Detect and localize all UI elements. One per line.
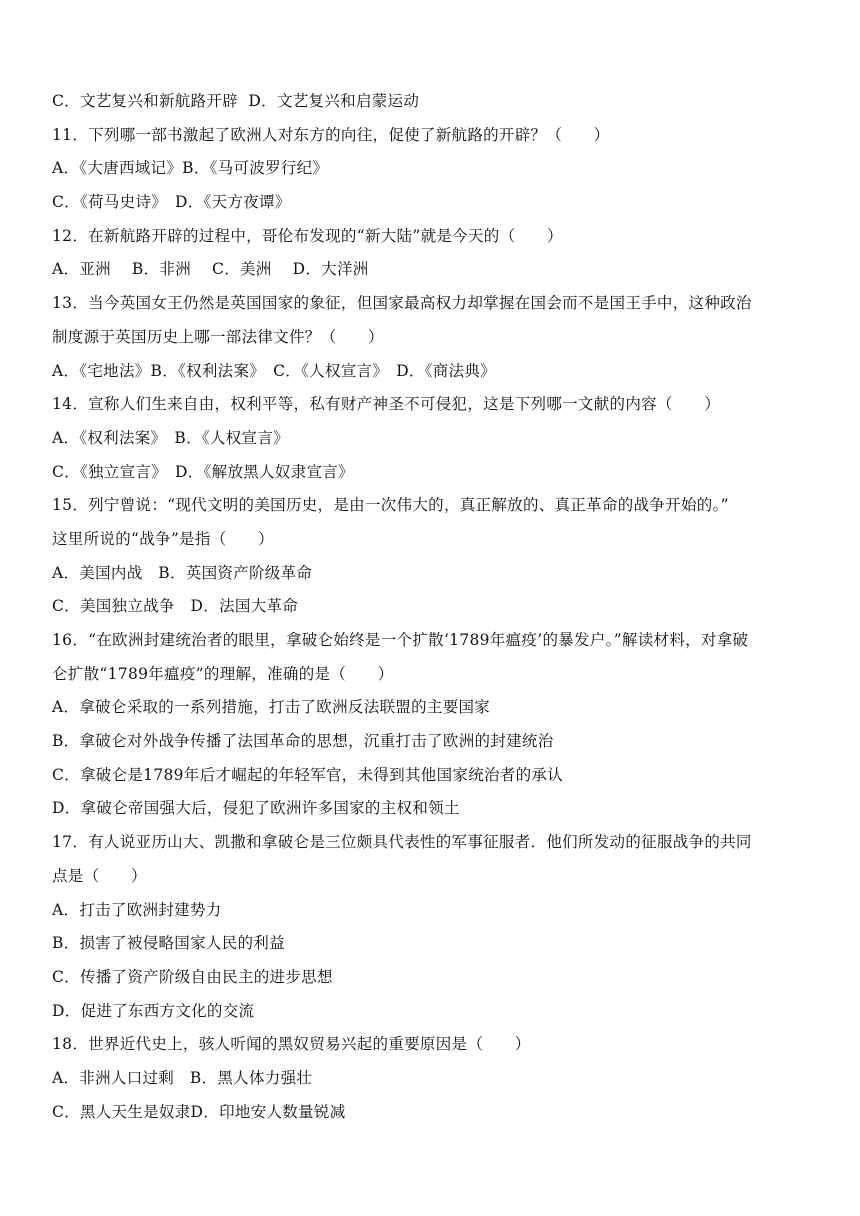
- option-line: A．拿破仑采取的一系列措施，打击了欧洲反法联盟的主要国家: [52, 698, 491, 717]
- option-line: D．促进了东西方文化的交流: [52, 1001, 255, 1020]
- question-16-continued: 仑扩散“1789年瘟疫”的理解，准确的是（ ）: [52, 664, 394, 683]
- question-15-continued: 这里所说的“战争”是指（ ）: [52, 529, 274, 548]
- option-line: B．损害了被侵略国家人民的利益: [52, 934, 285, 953]
- question-12: 12．在新航路开辟的过程中，哥伦布发现的“新大陆”就是今天的（ ）: [52, 226, 563, 245]
- option-line: C．《独立宣言》 D．《解放黑人奴隶宣言》: [52, 462, 354, 481]
- question-16: 16．“在欧洲封建统治者的眼里，拿破仑始终是一个扩散‘1789年瘟疫’的暴发户。”解读材料，对拿破: [52, 631, 749, 649]
- document-page: [52, 85, 822, 1129]
- question-17: 17．有人说亚历山大、凯撒和拿破仑是三位颇具代表性的军事征服者．他们所发动的征服战争的共同: [52, 833, 752, 852]
- option-line: C．美国独立战争 D．法国大革命: [52, 597, 299, 616]
- option-line: C．黑人天生是奴隶D．印地安人数量锐减: [52, 1102, 346, 1121]
- option-line: A．美国内战 B．英国资产阶级革命: [52, 563, 313, 582]
- option-line: A．《权利法案》 B．《人权宣言》: [52, 428, 289, 447]
- option-line: A．非洲人口过剩 B．黑人体力强壮: [52, 1068, 313, 1087]
- option-line: C．拿破仑是1789年后才崛起的年轻军官，未得到其他国家统治者的承认: [52, 765, 564, 784]
- question-15: 15．列宁曾说：“现代文明的美国历史，是由一次伟大的，真正解放的、真正革命的战争开始的。”: [52, 496, 729, 515]
- option-line: A．《大唐西域记》B．《马可波罗行纪》: [52, 159, 329, 178]
- question-14: 14．宣称人们生来自由，权利平等，私有财产神圣不可侵犯，这是下列哪一文献的内容（ ）: [52, 395, 721, 414]
- option-line: A．亚洲 B．非洲 C．美洲 D．大洋洲: [52, 260, 369, 279]
- option-line: A．《宅地法》B．《权利法案》 C．《人权宣言》 D．《商法典》: [52, 361, 496, 380]
- question-18: 18．世界近代史上，骇人听闻的黑奴贸易兴起的重要原因是（ ）: [52, 1035, 531, 1054]
- question-13: 13．当今英国女王仍然是英国国家的象征，但国家最高权力却掌握在国会而不是国王手中，这种政治: [52, 294, 752, 313]
- option-line: D．拿破仑帝国强大后，侵犯了欧洲许多国家的主权和领土: [52, 799, 460, 818]
- option-line: C．《荷马史诗》 D．《天方夜谭》: [52, 193, 291, 212]
- question-13-continued: 制度源于英国历史上哪一部法律文件？（ ）: [52, 327, 384, 346]
- question-17-continued: 点是（ ）: [52, 866, 147, 885]
- option-line: C．传播了资产阶级自由民主的进步思想: [52, 967, 333, 986]
- option-line: B．拿破仑对外战争传播了法国革命的思想，沉重打击了欧洲的封建统治: [52, 732, 554, 751]
- option-line: C．文艺复兴和新航路开辟 D．文艺复兴和启蒙运动: [52, 92, 420, 110]
- option-line: A．打击了欧洲封建势力: [52, 900, 222, 919]
- question-11: 11．下列哪一部书激起了欧洲人对东方的向往，促使了新航路的开辟？（ ）: [52, 125, 610, 144]
